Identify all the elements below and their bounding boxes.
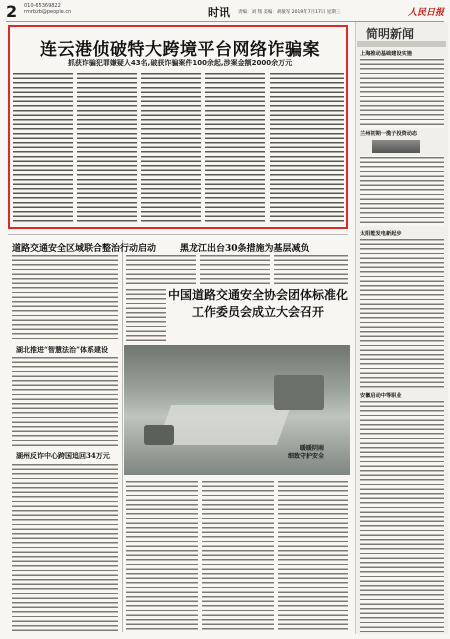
photo-caption-head	[264, 445, 324, 461]
brief-body-4	[360, 400, 444, 632]
lead-body-col-2	[77, 72, 137, 222]
brief-headline-4: 安徽启动中等职业	[360, 393, 402, 399]
story-headline-heilongjiang: 黑龙江出台30条措施为基层减负	[180, 244, 310, 254]
bottom-body-1	[126, 480, 198, 632]
story-body-mid-left	[126, 288, 166, 343]
story-headline-road-safety: 中国道路交通安全协会团体标准化工作委员会成立大会召开	[168, 288, 349, 319]
story-headline-hunan: 湖州反诈中心跨国追回34万元	[16, 451, 110, 460]
story-body-heilongjiang-2	[200, 254, 270, 284]
story-body-heilongjiang-3	[274, 254, 348, 284]
brief-headline-2: 兰州初期一揽子投资动态	[360, 131, 418, 137]
photo-caption-line-1: 暖暖阴雨	[299, 445, 324, 452]
vertical-divider	[122, 240, 123, 632]
photo-caption-line-2: 细致守护安全	[287, 453, 324, 460]
brief-headline-1: 上海推动基础建设实施	[360, 51, 412, 57]
hotline-email: rmrbzb@people.cn	[24, 9, 72, 15]
issue-meta: 责编：刘 翔 美编：胡敏军 2019年7月17日 星期三	[238, 10, 341, 15]
section-title: 时讯	[208, 6, 230, 19]
story-body-hubei	[12, 356, 118, 446]
horizontal-divider	[8, 234, 348, 235]
lead-subhead: 抓获诈骗犯罪嫌疑人43名,破获诈骗案件100余起,涉案金额2000余万元	[67, 59, 293, 67]
brief-headline-3: 太阳能发电新起步	[360, 231, 402, 237]
brief-photo	[372, 140, 420, 153]
lead-headline: 连云港侦破特大跨境平台网络诈骗案	[40, 40, 320, 60]
story-body-hunan	[12, 463, 118, 633]
story-headline-hubei: 湖北推进“智慧法治”体系建设	[16, 345, 109, 354]
photo-road	[157, 405, 292, 445]
bottom-body-3	[278, 480, 348, 632]
lead-body-col-3	[141, 72, 201, 222]
brief-body-3	[360, 238, 444, 388]
brief-body-2	[360, 156, 444, 226]
brief-column-title: 简明新闻	[366, 27, 415, 41]
photo-rock	[144, 425, 174, 445]
brief-body-1	[360, 58, 444, 128]
story-body-traffic	[12, 254, 118, 340]
brief-column-banner	[357, 41, 446, 47]
story-headline-traffic: 道路交通安全区域联合整治行动启动	[12, 244, 157, 254]
story-body-heilongjiang-1	[126, 254, 196, 284]
bottom-body-2	[202, 480, 274, 632]
masthead-logo: 人民日报	[408, 8, 445, 18]
hotline-block	[24, 3, 71, 15]
page-header	[0, 0, 450, 22]
lead-body-col-1	[13, 72, 73, 222]
lead-body-col-5	[270, 72, 344, 222]
page-number: 2	[6, 2, 18, 21]
lead-body-col-4	[205, 72, 265, 222]
photo-rock	[274, 375, 324, 410]
hotline-phone: 010-65369822	[24, 3, 61, 9]
